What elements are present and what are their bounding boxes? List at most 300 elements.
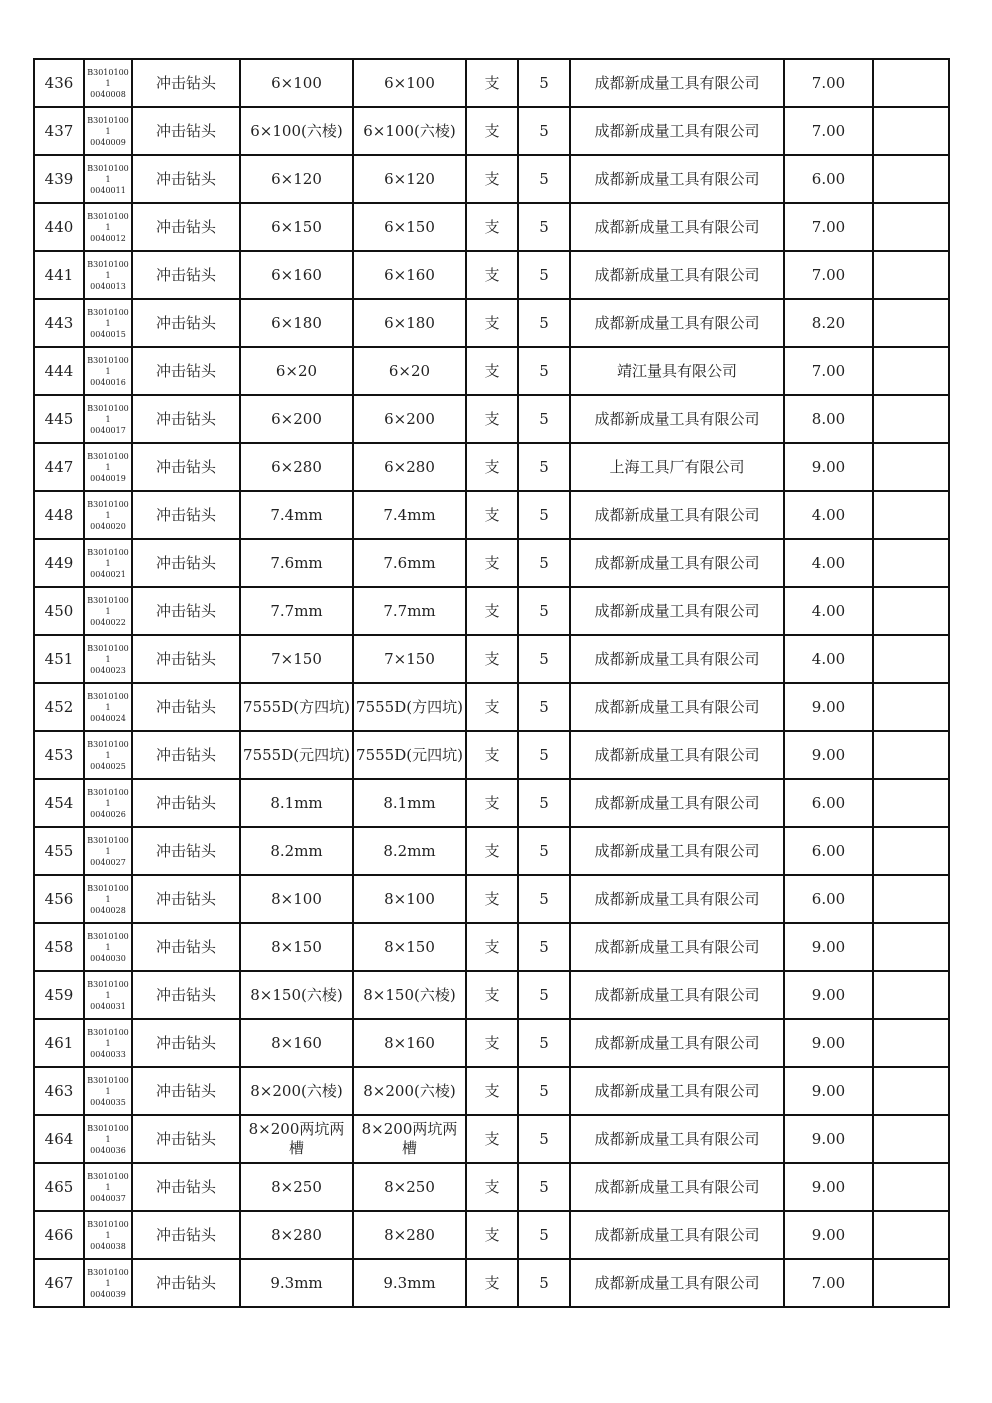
- supplier-cell: 上海工具厂有限公司: [570, 443, 784, 491]
- row-number-cell: 458: [34, 923, 84, 971]
- material-code-part: B30101001: [87, 787, 129, 808]
- spec-cell: 7555D(元四坑): [240, 731, 353, 779]
- price-cell: 4.00: [784, 539, 873, 587]
- model-cell: 8×150: [353, 923, 466, 971]
- material-code-cell: [84, 779, 132, 827]
- price-cell: 7.00: [784, 251, 873, 299]
- model-cell: 8×250: [353, 1163, 466, 1211]
- price-cell: 7.00: [784, 203, 873, 251]
- material-code-cell: [84, 539, 132, 587]
- price-cell: 9.00: [784, 923, 873, 971]
- model-cell: 6×120: [353, 155, 466, 203]
- material-code-part: 0040039: [90, 1289, 126, 1299]
- spec-cell: 6×20: [240, 347, 353, 395]
- note-cell: [873, 539, 949, 587]
- quantity-cell: 5: [518, 731, 570, 779]
- material-code-part: B30101001: [87, 355, 129, 376]
- unit-cell: 支: [466, 971, 518, 1019]
- material-code-part: B30101001: [87, 1123, 129, 1144]
- unit-cell: 支: [466, 731, 518, 779]
- supplier-cell: 成都新成量工具有限公司: [570, 299, 784, 347]
- material-code-cell: [84, 1163, 132, 1211]
- material-code-cell: [84, 875, 132, 923]
- table-row: [34, 827, 949, 875]
- table-row: [34, 203, 949, 251]
- material-code-part: B30101001: [87, 1027, 129, 1048]
- spec-cell: 8×200两坑两槽: [240, 1115, 353, 1163]
- unit-cell: 支: [466, 1067, 518, 1115]
- quantity-cell: 5: [518, 203, 570, 251]
- material-code-cell: [84, 1067, 132, 1115]
- supplier-cell: 成都新成量工具有限公司: [570, 251, 784, 299]
- item-name-cell: 冲击钻头: [132, 1115, 240, 1163]
- model-cell: 8×150(六棱): [353, 971, 466, 1019]
- row-number-cell: 439: [34, 155, 84, 203]
- material-code-part: B30101001: [87, 931, 129, 952]
- row-number-cell: 453: [34, 731, 84, 779]
- quantity-cell: 5: [518, 1067, 570, 1115]
- item-name-cell: 冲击钻头: [132, 1163, 240, 1211]
- material-code-part: 0040035: [90, 1097, 126, 1107]
- price-cell: 6.00: [784, 155, 873, 203]
- note-cell: [873, 299, 949, 347]
- material-code-part: B30101001: [87, 643, 129, 664]
- material-code-cell: [84, 683, 132, 731]
- spec-cell: 8×150(六棱): [240, 971, 353, 1019]
- note-cell: [873, 395, 949, 443]
- spec-cell: 8×160: [240, 1019, 353, 1067]
- supplier-cell: 成都新成量工具有限公司: [570, 203, 784, 251]
- supplier-cell: 成都新成量工具有限公司: [570, 779, 784, 827]
- item-name-cell: 冲击钻头: [132, 779, 240, 827]
- note-cell: [873, 59, 949, 107]
- supplier-cell: 成都新成量工具有限公司: [570, 1067, 784, 1115]
- unit-cell: 支: [466, 587, 518, 635]
- note-cell: [873, 875, 949, 923]
- quantity-cell: 5: [518, 299, 570, 347]
- item-name-cell: 冲击钻头: [132, 59, 240, 107]
- model-cell: 6×180: [353, 299, 466, 347]
- price-cell: 4.00: [784, 587, 873, 635]
- item-name-cell: 冲击钻头: [132, 683, 240, 731]
- quantity-cell: 5: [518, 107, 570, 155]
- item-name-cell: 冲击钻头: [132, 923, 240, 971]
- note-cell: [873, 203, 949, 251]
- material-code-cell: [84, 1211, 132, 1259]
- item-name-cell: 冲击钻头: [132, 395, 240, 443]
- material-code-part: B30101001: [87, 979, 129, 1000]
- material-code-part: 0040017: [90, 425, 126, 435]
- quantity-cell: 5: [518, 1115, 570, 1163]
- material-code-cell: [84, 731, 132, 779]
- table-row: [34, 1163, 949, 1211]
- quantity-cell: 5: [518, 587, 570, 635]
- item-name-cell: 冲击钻头: [132, 347, 240, 395]
- item-name-cell: 冲击钻头: [132, 635, 240, 683]
- material-code-part: 0040037: [90, 1193, 126, 1203]
- unit-cell: 支: [466, 107, 518, 155]
- material-code-cell: [84, 923, 132, 971]
- note-cell: [873, 443, 949, 491]
- spec-cell: 7.7mm: [240, 587, 353, 635]
- price-cell: 7.00: [784, 107, 873, 155]
- model-cell: 6×100: [353, 59, 466, 107]
- model-cell: 8×200(六棱): [353, 1067, 466, 1115]
- material-code-part: B30101001: [87, 691, 129, 712]
- row-number-cell: 451: [34, 635, 84, 683]
- model-cell: 8×100: [353, 875, 466, 923]
- material-code-part: B30101001: [87, 259, 129, 280]
- supplier-cell: 成都新成量工具有限公司: [570, 827, 784, 875]
- model-cell: 6×280: [353, 443, 466, 491]
- quantity-cell: 5: [518, 923, 570, 971]
- row-number-cell: 455: [34, 827, 84, 875]
- material-code-part: B30101001: [87, 1171, 129, 1192]
- table-row: [34, 635, 949, 683]
- material-code-part: 0040027: [90, 857, 126, 867]
- quantity-cell: 5: [518, 1019, 570, 1067]
- supplier-cell: 成都新成量工具有限公司: [570, 491, 784, 539]
- material-code-part: 0040038: [90, 1241, 126, 1251]
- material-code-part: 0040022: [90, 617, 126, 627]
- price-cell: 7.00: [784, 1259, 873, 1307]
- item-name-cell: 冲击钻头: [132, 731, 240, 779]
- model-cell: 7.7mm: [353, 587, 466, 635]
- price-cell: 9.00: [784, 683, 873, 731]
- price-cell: 9.00: [784, 1067, 873, 1115]
- model-cell: 6×150: [353, 203, 466, 251]
- material-code-part: 0040016: [90, 377, 126, 387]
- unit-cell: 支: [466, 347, 518, 395]
- material-code-part: 0040028: [90, 905, 126, 915]
- row-number-cell: 466: [34, 1211, 84, 1259]
- note-cell: [873, 1211, 949, 1259]
- material-code-part: B30101001: [87, 883, 129, 904]
- material-code-cell: [84, 827, 132, 875]
- model-cell: 7555D(元四坑): [353, 731, 466, 779]
- unit-cell: 支: [466, 539, 518, 587]
- note-cell: [873, 251, 949, 299]
- material-code-part: B30101001: [87, 211, 129, 232]
- material-code-part: B30101001: [87, 499, 129, 520]
- row-number-cell: 444: [34, 347, 84, 395]
- model-cell: 6×160: [353, 251, 466, 299]
- price-cell: 9.00: [784, 443, 873, 491]
- unit-cell: 支: [466, 251, 518, 299]
- quantity-cell: 5: [518, 683, 570, 731]
- material-code-part: 0040030: [90, 953, 126, 963]
- price-cell: 4.00: [784, 635, 873, 683]
- price-cell: 9.00: [784, 1211, 873, 1259]
- material-code-part: 0040012: [90, 233, 126, 243]
- price-cell: 8.00: [784, 395, 873, 443]
- supplier-cell: 成都新成量工具有限公司: [570, 683, 784, 731]
- spec-cell: 8×280: [240, 1211, 353, 1259]
- material-code-cell: [84, 635, 132, 683]
- price-cell: 9.00: [784, 971, 873, 1019]
- model-cell: 7.4mm: [353, 491, 466, 539]
- unit-cell: 支: [466, 683, 518, 731]
- spec-cell: 6×100: [240, 59, 353, 107]
- note-cell: [873, 731, 949, 779]
- row-number-cell: 437: [34, 107, 84, 155]
- material-code-part: 0040023: [90, 665, 126, 675]
- unit-cell: 支: [466, 1019, 518, 1067]
- table-row: [34, 779, 949, 827]
- material-code-cell: [84, 1259, 132, 1307]
- note-cell: [873, 491, 949, 539]
- price-cell: 6.00: [784, 779, 873, 827]
- row-number-cell: 440: [34, 203, 84, 251]
- material-code-cell: [84, 107, 132, 155]
- supplier-cell: 成都新成量工具有限公司: [570, 875, 784, 923]
- unit-cell: 支: [466, 155, 518, 203]
- item-name-cell: 冲击钻头: [132, 491, 240, 539]
- supplier-cell: 成都新成量工具有限公司: [570, 1211, 784, 1259]
- quantity-cell: 5: [518, 539, 570, 587]
- unit-cell: 支: [466, 491, 518, 539]
- material-code-part: 0040011: [90, 185, 126, 195]
- price-cell: 9.00: [784, 1163, 873, 1211]
- model-cell: 6×100(六棱): [353, 107, 466, 155]
- table-row: [34, 299, 949, 347]
- row-number-cell: 441: [34, 251, 84, 299]
- note-cell: [873, 971, 949, 1019]
- material-code-cell: [84, 299, 132, 347]
- table-row: [34, 491, 949, 539]
- price-cell: 9.00: [784, 1115, 873, 1163]
- item-name-cell: 冲击钻头: [132, 203, 240, 251]
- table-row: [34, 539, 949, 587]
- table-row: [34, 1259, 949, 1307]
- row-number-cell: 459: [34, 971, 84, 1019]
- note-cell: [873, 347, 949, 395]
- unit-cell: 支: [466, 1211, 518, 1259]
- material-code-cell: [84, 1019, 132, 1067]
- quantity-cell: 5: [518, 827, 570, 875]
- material-code-part: B30101001: [87, 595, 129, 616]
- material-code-part: 0040026: [90, 809, 126, 819]
- price-cell: 7.00: [784, 347, 873, 395]
- quantity-cell: 5: [518, 59, 570, 107]
- note-cell: [873, 1163, 949, 1211]
- supplier-cell: 成都新成量工具有限公司: [570, 1259, 784, 1307]
- note-cell: [873, 827, 949, 875]
- note-cell: [873, 779, 949, 827]
- spec-cell: 8×100: [240, 875, 353, 923]
- unit-cell: 支: [466, 299, 518, 347]
- row-number-cell: 448: [34, 491, 84, 539]
- unit-cell: 支: [466, 395, 518, 443]
- material-code-part: B30101001: [87, 451, 129, 472]
- quantity-cell: 5: [518, 1163, 570, 1211]
- row-number-cell: 445: [34, 395, 84, 443]
- row-number-cell: 461: [34, 1019, 84, 1067]
- model-cell: 8.2mm: [353, 827, 466, 875]
- material-code-part: 0040033: [90, 1049, 126, 1059]
- quantity-cell: 5: [518, 1259, 570, 1307]
- material-code-cell: [84, 1115, 132, 1163]
- quantity-cell: 5: [518, 875, 570, 923]
- spec-cell: 7.6mm: [240, 539, 353, 587]
- note-cell: [873, 155, 949, 203]
- material-code-part: B30101001: [87, 1219, 129, 1240]
- supplier-cell: 成都新成量工具有限公司: [570, 731, 784, 779]
- material-code-part: 0040021: [90, 569, 126, 579]
- material-code-part: 0040009: [90, 137, 126, 147]
- quantity-cell: 5: [518, 635, 570, 683]
- note-cell: [873, 1259, 949, 1307]
- material-code-part: B30101001: [87, 1267, 129, 1288]
- table-row: [34, 1019, 949, 1067]
- material-code-part: B30101001: [87, 115, 129, 136]
- price-cell: 9.00: [784, 1019, 873, 1067]
- table-row: [34, 395, 949, 443]
- price-cell: 6.00: [784, 875, 873, 923]
- note-cell: [873, 1067, 949, 1115]
- material-code-cell: [84, 347, 132, 395]
- note-cell: [873, 923, 949, 971]
- spec-cell: 8×150: [240, 923, 353, 971]
- item-name-cell: 冲击钻头: [132, 1067, 240, 1115]
- unit-cell: 支: [466, 875, 518, 923]
- material-code-part: B30101001: [87, 163, 129, 184]
- row-number-cell: 464: [34, 1115, 84, 1163]
- model-cell: 7.6mm: [353, 539, 466, 587]
- spec-cell: 7555D(方四坑): [240, 683, 353, 731]
- table-row: [34, 923, 949, 971]
- spec-cell: 6×280: [240, 443, 353, 491]
- row-number-cell: 447: [34, 443, 84, 491]
- supplier-cell: 成都新成量工具有限公司: [570, 59, 784, 107]
- spec-cell: 6×180: [240, 299, 353, 347]
- table-row: [34, 683, 949, 731]
- spec-cell: 6×160: [240, 251, 353, 299]
- item-name-cell: 冲击钻头: [132, 587, 240, 635]
- material-code-cell: [84, 971, 132, 1019]
- note-cell: [873, 1115, 949, 1163]
- spec-cell: 8.1mm: [240, 779, 353, 827]
- quantity-cell: 5: [518, 491, 570, 539]
- unit-cell: 支: [466, 635, 518, 683]
- row-number-cell: 450: [34, 587, 84, 635]
- table-row: [34, 587, 949, 635]
- material-code-cell: [84, 251, 132, 299]
- price-cell: 9.00: [784, 731, 873, 779]
- quantity-cell: 5: [518, 347, 570, 395]
- material-code-part: 0040015: [90, 329, 126, 339]
- table-row: [34, 251, 949, 299]
- item-name-cell: 冲击钻头: [132, 251, 240, 299]
- spec-cell: 8.2mm: [240, 827, 353, 875]
- note-cell: [873, 107, 949, 155]
- table-row: [34, 59, 949, 107]
- item-name-cell: 冲击钻头: [132, 443, 240, 491]
- material-code-part: B30101001: [87, 1075, 129, 1096]
- table-row: [34, 971, 949, 1019]
- item-name-cell: 冲击钻头: [132, 827, 240, 875]
- row-number-cell: 467: [34, 1259, 84, 1307]
- spec-cell: 6×100(六棱): [240, 107, 353, 155]
- unit-cell: 支: [466, 827, 518, 875]
- supplier-cell: 成都新成量工具有限公司: [570, 587, 784, 635]
- material-code-cell: [84, 155, 132, 203]
- material-code-part: 0040025: [90, 761, 126, 771]
- material-code-cell: [84, 59, 132, 107]
- table-row: [34, 443, 949, 491]
- supplier-cell: 成都新成量工具有限公司: [570, 1019, 784, 1067]
- table-row: [34, 347, 949, 395]
- quantity-cell: 5: [518, 971, 570, 1019]
- unit-cell: 支: [466, 203, 518, 251]
- spec-cell: 6×150: [240, 203, 353, 251]
- quantity-cell: 5: [518, 779, 570, 827]
- material-code-part: 0040020: [90, 521, 126, 531]
- spec-cell: 8×250: [240, 1163, 353, 1211]
- item-name-cell: 冲击钻头: [132, 1211, 240, 1259]
- note-cell: [873, 587, 949, 635]
- table-row: [34, 875, 949, 923]
- supplier-cell: 成都新成量工具有限公司: [570, 1163, 784, 1211]
- supplier-cell: 成都新成量工具有限公司: [570, 1115, 784, 1163]
- unit-cell: 支: [466, 1259, 518, 1307]
- quantity-cell: 5: [518, 1211, 570, 1259]
- item-name-cell: 冲击钻头: [132, 299, 240, 347]
- item-name-cell: 冲击钻头: [132, 155, 240, 203]
- quantity-cell: 5: [518, 155, 570, 203]
- supplier-cell: 靖江量具有限公司: [570, 347, 784, 395]
- table-row: [34, 1115, 949, 1163]
- row-number-cell: 443: [34, 299, 84, 347]
- material-code-cell: [84, 203, 132, 251]
- model-cell: 8×160: [353, 1019, 466, 1067]
- quantity-cell: 5: [518, 251, 570, 299]
- supplier-cell: 成都新成量工具有限公司: [570, 539, 784, 587]
- material-code-part: B30101001: [87, 739, 129, 760]
- material-code-cell: [84, 587, 132, 635]
- quantity-cell: 5: [518, 443, 570, 491]
- price-cell: 7.00: [784, 59, 873, 107]
- spec-cell: 9.3mm: [240, 1259, 353, 1307]
- price-cell: 4.00: [784, 491, 873, 539]
- material-code-part: 0040019: [90, 473, 126, 483]
- material-code-part: 0040024: [90, 713, 126, 723]
- item-name-cell: 冲击钻头: [132, 1019, 240, 1067]
- unit-cell: 支: [466, 1115, 518, 1163]
- spec-cell: 6×200: [240, 395, 353, 443]
- row-number-cell: 436: [34, 59, 84, 107]
- item-name-cell: 冲击钻头: [132, 1259, 240, 1307]
- table-row: [34, 1067, 949, 1115]
- model-cell: 8.1mm: [353, 779, 466, 827]
- model-cell: 7555D(方四坑): [353, 683, 466, 731]
- model-cell: 9.3mm: [353, 1259, 466, 1307]
- note-cell: [873, 1019, 949, 1067]
- material-code-part: 0040031: [90, 1001, 126, 1011]
- material-code-cell: [84, 443, 132, 491]
- table-row: [34, 731, 949, 779]
- row-number-cell: 449: [34, 539, 84, 587]
- model-cell: 8×200两坑两槽: [353, 1115, 466, 1163]
- row-number-cell: 452: [34, 683, 84, 731]
- spec-cell: 8×200(六棱): [240, 1067, 353, 1115]
- supplier-cell: 成都新成量工具有限公司: [570, 107, 784, 155]
- unit-cell: 支: [466, 779, 518, 827]
- material-code-part: B30101001: [87, 835, 129, 856]
- material-code-part: B30101001: [87, 403, 129, 424]
- table-row: [34, 1211, 949, 1259]
- supplier-cell: 成都新成量工具有限公司: [570, 155, 784, 203]
